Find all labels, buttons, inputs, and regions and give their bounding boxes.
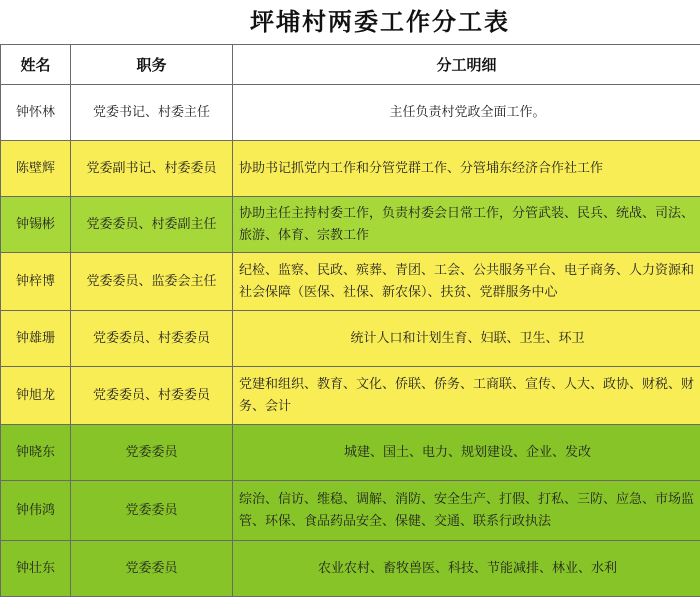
table-row (1, 197, 700, 253)
table-row (1, 85, 700, 141)
member-duty: 综治、信访、维稳、调解、消防、安全生产、打假、打私、三防、应急、市场监管、环保、食品药品安全、保健、交通、联系行政执法 (233, 481, 700, 541)
header-name: 姓名 (1, 45, 71, 85)
table-row (1, 253, 700, 311)
member-duty: 农业农村、畜牧兽医、科技、节能减排、林业、水利 (233, 541, 700, 597)
member-name: 钟怀林 (1, 85, 71, 141)
member-duty: 党建和组织、教育、文化、侨联、侨务、工商联、宣传、人大、政协、财税、财务、会计 (233, 367, 700, 425)
table-row (1, 481, 700, 541)
table-row (1, 367, 700, 425)
member-role: 党委委员、监委会主任 (71, 253, 233, 311)
table-row (1, 541, 700, 597)
member-duty: 城建、国土、电力、规划建设、企业、发改 (233, 425, 700, 481)
member-role: 党委委员、村委委员 (71, 367, 233, 425)
member-duty: 主任负责村党政全面工作。 (233, 85, 700, 141)
table-row (1, 425, 700, 481)
member-role: 党委委员 (71, 541, 233, 597)
member-name: 钟雄珊 (1, 311, 71, 367)
header-role: 职务 (71, 45, 233, 85)
member-duty: 统计人口和计划生育、妇联、卫生、环卫 (233, 311, 700, 367)
member-role: 党委委员、村委副主任 (71, 197, 233, 253)
member-role: 党委委员、村委委员 (71, 311, 233, 367)
member-duty: 纪检、监察、民政、殡葬、青团、工会、公共服务平台、电子商务、人力资源和社会保障（医保、社保、新农保）、扶贫、党群服务中心 (233, 253, 700, 311)
page-title: 坪埔村两委工作分工表 (250, 7, 510, 36)
member-name: 钟晓东 (1, 425, 71, 481)
table-row (1, 311, 700, 367)
member-name: 钟壮东 (1, 541, 71, 597)
member-role: 党委副书记、村委委员 (71, 141, 233, 197)
member-duty: 协助主任主持村委工作，负责村委会日常工作，分管武装、民兵、统战、司法、旅游、体育、宗教工作 (233, 197, 700, 253)
member-name: 陈壁辉 (1, 141, 71, 197)
member-name: 钟梓博 (1, 253, 71, 311)
member-name: 钟旭龙 (1, 367, 71, 425)
header-duty: 分工明细 (233, 45, 700, 85)
member-role: 党委书记、村委主任 (71, 85, 233, 141)
division-table (0, 44, 700, 597)
member-duty: 协助书记抓党内工作和分管党群工作、分管埔东经济合作社工作 (233, 141, 700, 197)
member-name: 钟锡彬 (1, 197, 71, 253)
member-role: 党委委员 (71, 425, 233, 481)
member-role: 党委委员 (71, 481, 233, 541)
table-header-row (1, 45, 700, 85)
member-name: 钟伟鸿 (1, 481, 71, 541)
table-row (1, 141, 700, 197)
